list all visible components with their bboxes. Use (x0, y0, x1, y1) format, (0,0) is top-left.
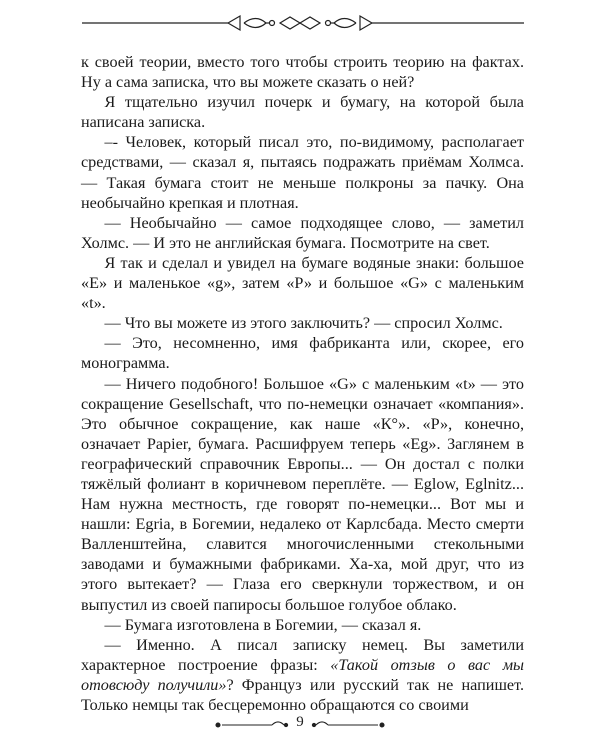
body-text (81, 52, 524, 715)
page-number: 9 (296, 714, 304, 730)
paragraph: — Это, несомненно, имя фабриканта или, скорее, его монограмма. (81, 334, 524, 373)
paragraph: –- Человек, который писал это, по-видимому, располагает средствами, — сказал я, пытаясь подражать приёмам Холмса. — Такая бумага стоит не меньше полкроны за пачку. Она необычайно крепкая и плотная. (81, 133, 524, 212)
flourish-icon (0, 12, 600, 34)
paragraph: Я тщательно изучил почерк и бумагу, на которой была написана записка. (81, 93, 524, 132)
quoted-phrase: «Такой отзыв о вас мы отовсюду получили» (81, 655, 525, 694)
paragraph-lead: — Именно. А писал записку немец. Вы заметили характерное построение фразы: (81, 635, 524, 674)
top-ornament (0, 12, 600, 34)
paragraph: — Необычайно — самое подходящее слово, — заметил Холмс. — И это не английская бумага. Посмотрите на свет. (81, 213, 524, 252)
paragraph: к своей теории, вместо того чтобы строить теорию на фактах. Ну а сама записка, что вы можете сказать о ней? (81, 53, 524, 92)
paragraph-tail: ? Француз или русский так не напишет. Только немцы так бесцеремонно обращаются со своими (81, 675, 524, 714)
paragraph: — Бумага изготовлена в Богемии, — сказал я. (104, 615, 422, 634)
paragraph: — Что вы можете из этого заключить? — спросил Холмс. (104, 314, 503, 333)
paragraph: — Ничего подобного! Большое «G» с маленьким «t» — это сокращение Gesellschaft, что по-немецки означает «компания». Это обычное сокращение, как наше «К°». «Р», конечно, означает Papier, бумага. Расшифруем теперь «Eg». Заглянем в географический справочник Европы... — Он достал с полки тяжёлый фолиант в коричневом переплёте. — Eglow, Eglnitz... Нам нужна местность, где говорят по-немецки... Вот мы и нашли: Egria, в Богемии, недалеко от Карлсбада. Место смерти Валленштейна, славится многочисленными стекольными заводами и бумажными фабриками. Ха-ха, мой друг, что из этого вытекает? — Глаза его сверкнули торжеством, и он выпустил из своей папиросы большое голубое облако. (81, 374, 524, 614)
paragraph: Я так и сделал и увидел на бумаге водяные знаки: большое «Е» и маленькое «g», затем «Р» и большое «G» с маленьким «t». (81, 253, 524, 313)
paragraph (81, 635, 524, 715)
